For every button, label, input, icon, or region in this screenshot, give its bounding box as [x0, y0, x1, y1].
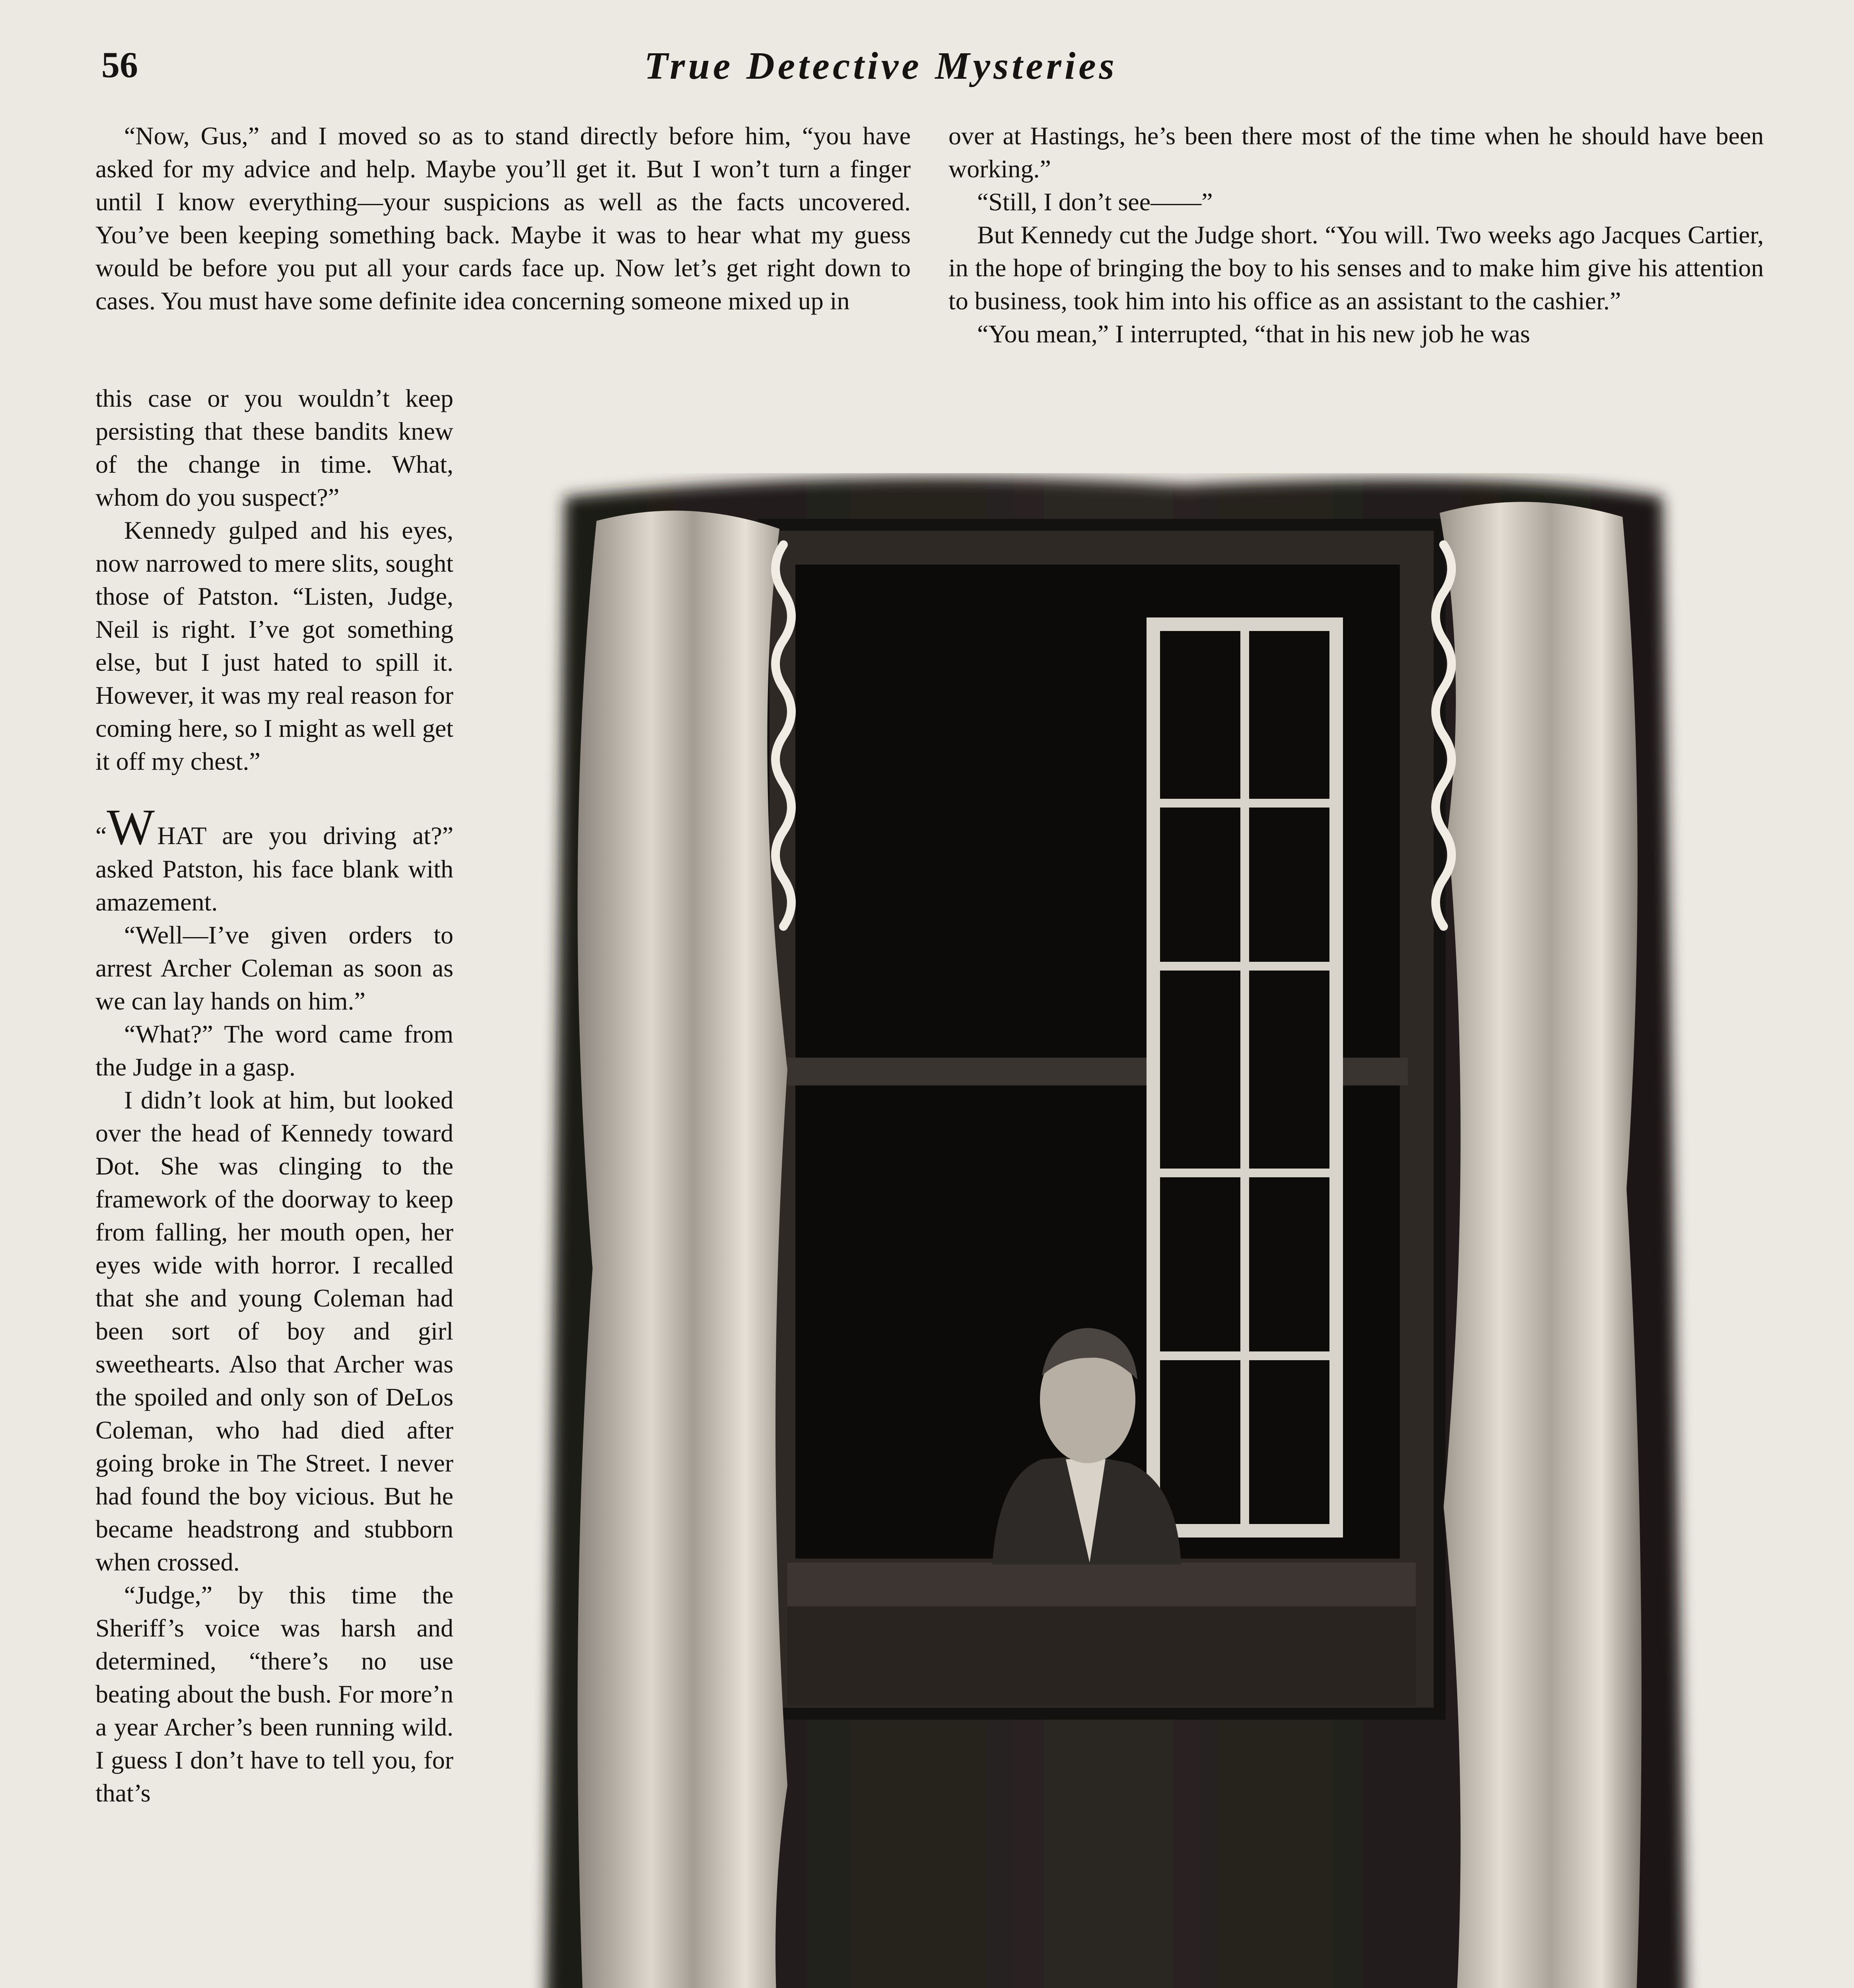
magazine-title: True Detective Mysteries [644, 45, 1117, 87]
left-curtain [577, 511, 787, 1988]
drop-cap-letter: W [107, 799, 155, 855]
paragraph: this case or you wouldn’t keep persisting that these bandits knew of the change in time. What, whom do you suspect?” [95, 384, 453, 511]
open-casement [1153, 624, 1336, 1531]
paragraph: “Still, I don’t see——” [977, 188, 1213, 216]
paragraph: “What?” The word came from the Judge in a gasp. [95, 1020, 453, 1081]
paragraph: I didn’t look at him, but looked over the head of Kennedy toward Dot. She was clinging to the framework of the doorway to keep from falling, her mouth open, her eyes wide with horror. I recalled that she and young Coleman had been sort of boy and girl sweethearts. Also that Archer was the spoiled and only son of DeLos Coleman, who had died after going broke in The Street. I never had found the boy vicious. But he became headstrong and stubborn when crossed. [95, 1086, 453, 1576]
window-sill [787, 1563, 1416, 1606]
top-right-column [948, 119, 1764, 350]
drop-cap-paragraph [95, 799, 453, 918]
right-curtain [1440, 502, 1642, 1988]
paragraph: “Now, Gus,” and I moved so as to stand directly before him, “you have asked for my advice and help. Maybe you’ll get it. But I won’t turn a finger until I know everything—your suspicions as well as the facts uncovered. You’ve been keeping something back. Maybe it was to hear what my guess would be before you put all your cards face up. Now let’s get right down to cases. You must have some definite idea concerning someone mixed up in [95, 122, 911, 315]
open-quote: “ [95, 821, 107, 850]
page-number: 56 [101, 45, 138, 85]
window-illustration [509, 473, 1726, 1988]
paragraph: “Judge,” by this time the Sheriff’s voice was harsh and determined, “there’s no use beating about the bush. For more’n a year Archer’s been running wild. I guess I don’t have to tell you, for that’s [95, 1581, 453, 1807]
paragraph: “Well—I’ve given orders to arrest Archer Coleman as soon as we can lay hands on him.” [95, 921, 453, 1015]
paragraph: Kennedy gulped and his eyes, now narrowed to mere slits, sought those of Patston. “Listen, Judge, Neil is right. I’ve got something else, but I just hated to spill it. However, it was my real reason for coming here, so I might as well get it off my chest.” [95, 516, 453, 775]
top-left-column [95, 119, 911, 317]
drop-cap-rest: HAT are you driving at?” asked Patston, his face blank with amazement. [95, 821, 453, 916]
window-lower-panel [787, 1606, 1416, 1706]
narrow-left-column [95, 382, 453, 1809]
paragraph: But Kennedy cut the Judge short. “You will. Two weeks ago Jacques Cartier, in the hope of bringing the boy to his senses and to make him give his attention to business, took him into his office as an assistant to the cashier.” [948, 221, 1764, 315]
paragraph: “You mean,” I interrupted, “that in his new job he was [977, 320, 1530, 348]
paragraph: over at Hastings, he’s been there most of the time when he should have been working.” [948, 122, 1764, 183]
window-photo [509, 473, 1726, 1988]
